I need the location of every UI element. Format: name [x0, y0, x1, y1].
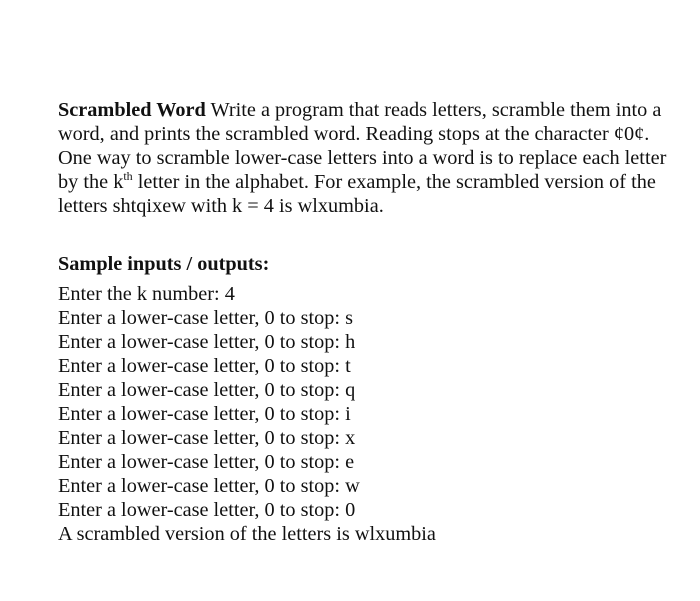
sample-line: Enter a lower-case letter, 0 to stop: 0: [58, 499, 356, 521]
sample-line: Enter a lower-case letter, 0 to stop: q: [58, 379, 356, 401]
sample-line: Enter a lower-case letter, 0 to stop: w: [58, 475, 360, 497]
sample-io-block: [58, 282, 678, 546]
sample-heading: Sample inputs / outputs:: [58, 253, 270, 275]
sample-line: Enter a lower-case letter, 0 to stop: x: [58, 427, 356, 449]
sample-line: Enter the k number: 4: [58, 283, 235, 305]
document: [58, 98, 678, 546]
sample-line: Enter a lower-case letter, 0 to stop: e: [58, 451, 355, 473]
problem-statement: [58, 98, 678, 218]
sample-line: A scrambled version of the letters is wlxumbia: [58, 523, 436, 545]
sample-line: Enter a lower-case letter, 0 to stop: t: [58, 355, 351, 377]
problem-text-part-1: Write a program that reads letters, scramble them into a word, and prints the scrambled word. Reading stops at the character ¢0¢. One way to scramble lower-case letters into a word is to replace each letter by the k: [58, 99, 667, 193]
superscript-th: th: [123, 169, 133, 184]
problem-text-part-2: letter in the alphabet. For example, the scrambled version of the letters shtqixew with k = 4 is wlxumbia.: [58, 171, 656, 217]
sample-line: Enter a lower-case letter, 0 to stop: h: [58, 331, 356, 353]
sample-line: Enter a lower-case letter, 0 to stop: i: [58, 403, 351, 425]
sample-line: Enter a lower-case letter, 0 to stop: s: [58, 307, 354, 329]
problem-title: Scrambled Word: [58, 99, 206, 121]
